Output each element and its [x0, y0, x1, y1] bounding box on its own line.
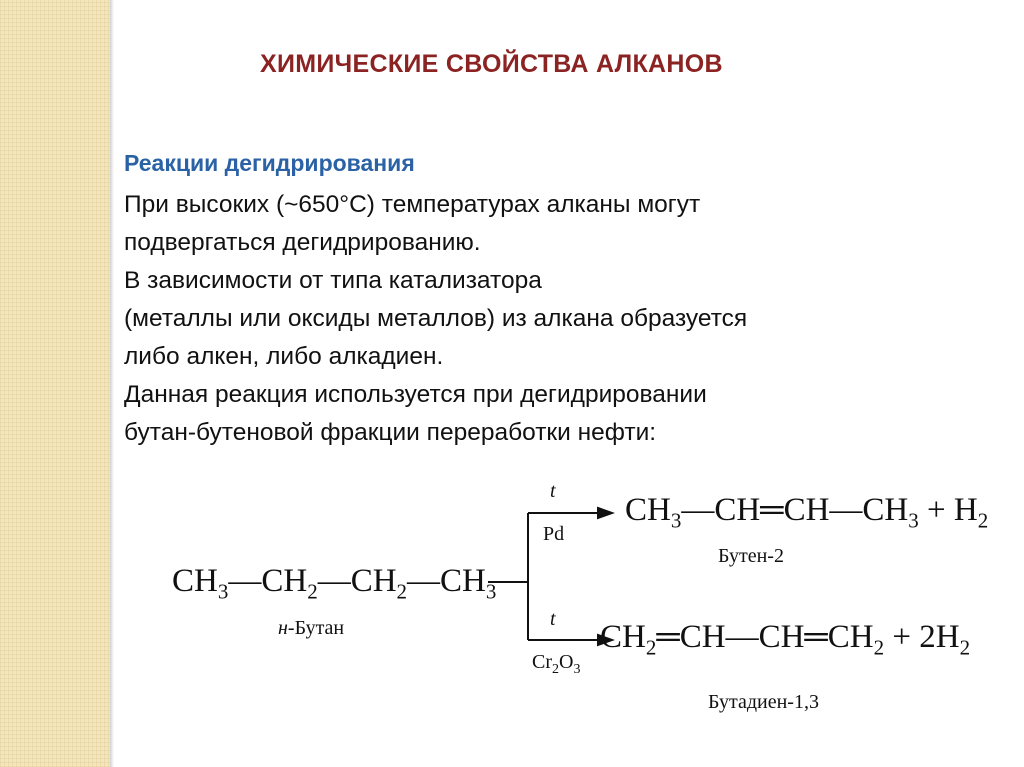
section-subtitle: Реакции дегидрирования	[124, 150, 415, 176]
reactant-formula: $CH_3—CH_2—CH_2—CH_3$	[172, 563, 497, 604]
paragraph-line: Данная реакция используется при дегидрировании	[124, 381, 707, 408]
upper-product-formula: $CH_3—CH═CH—CH_3 + H_2$	[625, 492, 989, 533]
lower-catalyst: $Cr_2O_3$	[532, 651, 581, 677]
slide-title: ХИМИЧЕСКИЕ СВОЙСТВА АЛКАНОВ	[260, 50, 723, 78]
upper-product-name: Бутен-2	[718, 545, 784, 567]
reactant-name: н-Бутан	[278, 617, 345, 639]
lower-product-name: Бутадиен-1,3	[708, 691, 819, 713]
paragraph-line: бутан-бутеновой фракции переработки нефти:	[124, 419, 657, 446]
paragraph-line: (металлы или оксиды металлов) из алкана образуется	[124, 305, 748, 332]
upper-condition: t	[550, 480, 556, 502]
upper-catalyst: Pd	[543, 523, 565, 545]
body-paragraph	[124, 186, 1004, 452]
stripe-shadow	[110, 0, 114, 767]
paragraph-line: либо алкен, либо алкадиен.	[124, 343, 444, 370]
lower-product-formula: $CH_2═CH—CH═CH_2 + 2H_2$	[600, 619, 971, 660]
upper-arrow-head	[598, 508, 612, 518]
paragraph-line: При высоких (~650°С) температурах алканы могут	[124, 191, 701, 218]
paragraph-line: подвергаться дегидрированию.	[124, 229, 481, 256]
decorative-side-stripe	[0, 0, 110, 767]
reaction-scheme	[170, 455, 1000, 755]
lower-condition: t	[550, 608, 556, 630]
paragraph-line: В зависимости от типа катализатора	[124, 267, 542, 294]
